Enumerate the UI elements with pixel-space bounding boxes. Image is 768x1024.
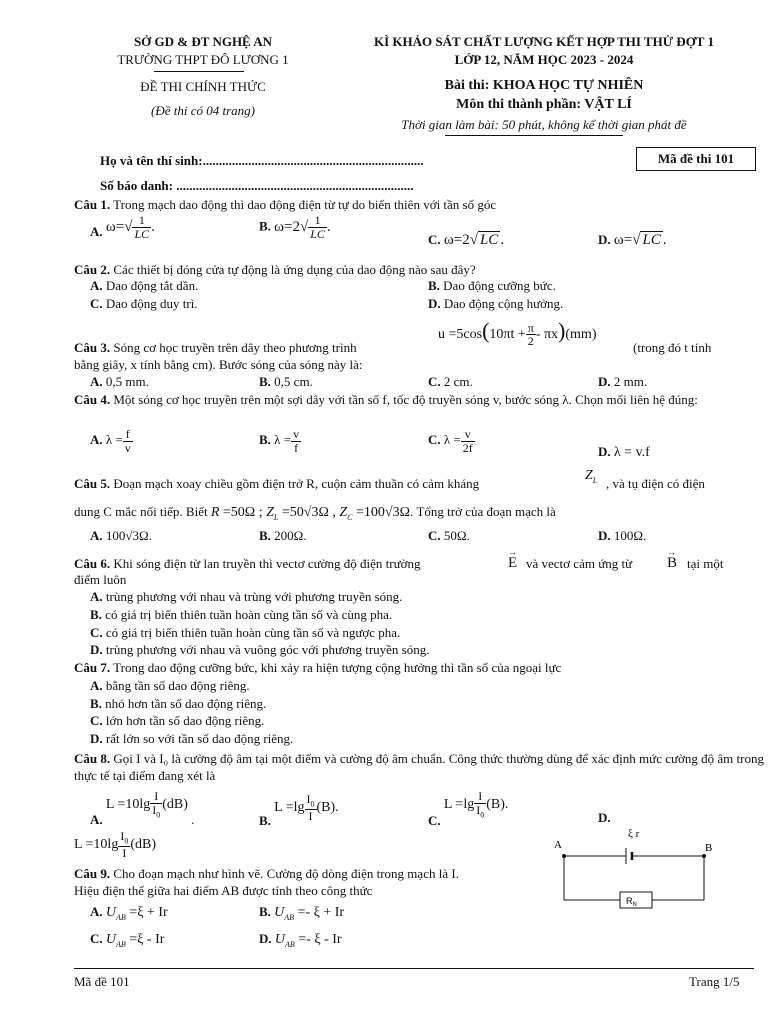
grade-year: LỚP 12, NĂM HỌC 2023 - 2024: [454, 52, 634, 67]
question-6: Câu 6. Khi sóng điện từ lan truyền thì vectơ cường độ điện trường: [74, 556, 421, 571]
q9-option-c: C. $U_{AB} =\xi - Ir$: [90, 931, 165, 949]
question-4: Câu 4. Một sóng cơ học truyền trên một sợi dây với tần số f, tốc độ truyền sóng v, bước sóng λ. Chọn mối liên hệ đúng:: [74, 392, 698, 407]
q5-zl-symbol: $Z_L$: [585, 468, 598, 485]
q1-option-b: B. ω=2√ $\frac{1}{LC}$ .: [259, 213, 331, 241]
question-8: Câu 8. Gọi I và I₀ là cường độ âm tại một điểm và cường độ âm chuẩn. Công thức thường dùng để xác định mức cường độ âm trong thực tế tại điểm đang xét là: [74, 751, 764, 783]
question-9: Câu 9. Cho đoạn mạch như hình vẽ. Cường độ dòng điện trong mạch là I.: [74, 866, 459, 881]
question-1: [74, 196, 764, 213]
q8-option-c: C. L =lg $\frac{I}{I_0}$ (B).: [428, 789, 509, 828]
q9-option-d: D. $U_{AB} =- \xi - Ir$: [259, 931, 342, 949]
school-underline: [154, 71, 244, 72]
exam-title: KÌ KHẢO SÁT CHẤT LƯỢNG KẾT HỢP THI THỬ ĐỢT 1: [373, 34, 714, 49]
q8-option-d: L =10lg $\frac{I_0}{I}$ (dB): [74, 829, 156, 860]
q1-label: Câu 1.: [74, 197, 111, 212]
question-3: Câu 3. Sóng cơ học truyền trên dây theo phương trình: [74, 340, 357, 355]
school-name: TRƯỜNG THPT ĐÔ LƯƠNG 1: [117, 52, 289, 67]
exam-code-box: Mã đề thi 101: [636, 147, 756, 171]
q6-option-a: A. trùng phương với nhau và trùng với phương truyền sóng.: [90, 589, 403, 604]
q1-text: Trong mạch dao động thì dao động điện từ tự do biến thiên với tần số góc: [113, 197, 497, 212]
question-2: Câu 2. Các thiết bị đóng cửa tự động là ứng dụng của dao động nào sau đây?: [74, 262, 476, 277]
q3-text-right: (trong đó t tính: [633, 340, 712, 355]
q2-option-c: C. Dao động duy trì.: [90, 296, 198, 311]
q6-text-mid: và vectơ cảm ứng từ: [526, 556, 633, 571]
question-5: Câu 5. Đoạn mạch xoay chiều gồm điện trở R, cuộn cảm thuần có cảm kháng: [74, 476, 480, 491]
component-label: Môn thi thành phần: VẬT LÍ: [456, 97, 632, 112]
q9-text-cont: Hiệu điện thế giữa hai điểm AB được tính theo công thức: [74, 883, 373, 898]
circuit-diagram: [548, 826, 718, 916]
time-underline: [445, 135, 623, 136]
q9-option-b: B. $U_{AB} =- \xi + Ir$: [259, 904, 345, 922]
q7-option-b: B. nhỏ hơn tần số dao động riêng.: [90, 696, 267, 711]
candidate-id-line: Số báo danh: .........................................................................: [100, 178, 414, 193]
q5-text-cont: dung C mắc nối tiếp. Biết R =50Ω ; $Z_L =50√3\Omega$ , $Z_C =100√3\Omega$. Tổng trở của đoạn mạch là: [74, 504, 556, 522]
dept-name: SỞ GD & ĐT NGHỆ AN: [133, 34, 273, 49]
candidate-name-line: Họ và tên thí sinh:....................................................................: [100, 153, 424, 168]
source-label: ξ r: [628, 828, 640, 840]
q5-text-right: , và tụ điện có điện: [606, 476, 705, 491]
q3-equation: u =5cos(10πt + $\frac{\pi}{2}$ - πx)(mm): [438, 318, 597, 349]
svg-text:RN: $R_N$: [626, 896, 637, 908]
q8-option-d-label: D.: [598, 810, 611, 825]
q4-option-c: C. λ = $\frac{v}{2f}$: [428, 427, 473, 455]
footer-code: Mã đề 101: [74, 974, 130, 989]
q3-option-d: D. 2 mm.: [598, 374, 648, 389]
q2-option-d: D. Dao động cộng hưởng.: [428, 296, 564, 311]
q1-option-c: C. ω=2√ LC .: [428, 232, 505, 248]
q3-option-a: A. 0,5 mm.: [90, 374, 149, 389]
q5-option-b: B. 200Ω.: [259, 528, 307, 543]
q1-option-d: D. ω=√ LC .: [598, 232, 667, 248]
q7-option-a: A. bằng tần số dao động riêng.: [90, 678, 250, 693]
q6-option-b: B. có giá trị biến thiên tuần hoàn cùng tần số và cùng pha.: [90, 607, 393, 622]
q6-option-d: D. trùng phương với nhau và vuông góc với phương truyền sóng.: [90, 642, 430, 657]
q4-option-b: B. λ = $\frac{v}{f}$: [259, 427, 300, 455]
footer-page: Trang 1/5: [689, 974, 740, 989]
vector-b-symbol: → B: [667, 547, 678, 571]
q1-option-a: A. ω=√ $\frac{1}{LC}$ .: [90, 213, 155, 241]
q6-text-right: tại một: [687, 556, 724, 571]
official-label: ĐỀ THI CHÍNH THỨC: [140, 79, 266, 94]
q5-option-d: D. 100Ω.: [598, 528, 647, 543]
footer-rule: [74, 968, 754, 969]
q5-option-a: A. 100√3Ω.: [90, 528, 152, 543]
q6-text-cont: điểm luôn: [74, 572, 127, 587]
q7-option-d: D. rất lớn so với tần số dao động riêng.: [90, 731, 294, 746]
q8-option-b: B. L =lg $\frac{I_0}{I}$ (B).: [259, 792, 339, 828]
time-note: Thời gian làm bài: 50 phút, không kể thời gian phát đề: [401, 117, 687, 132]
q2-option-b: B. Dao động cưỡng bức.: [428, 278, 556, 293]
q5-option-c: C. 50Ω.: [428, 528, 470, 543]
q3-text-cont: bằng giây, x tính bằng cm). Bước sóng của sóng này là:: [74, 357, 363, 372]
subject-label: Bài thi: KHOA HỌC TỰ NHIÊN: [444, 78, 644, 93]
q8-option-a: A. L =10lg $\frac{I}{I_0}$ (dB) .: [90, 789, 195, 827]
point-b-label: B: [705, 842, 713, 854]
q4-option-d: D. λ = v.f: [598, 444, 650, 460]
q4-option-a: A. λ = $\frac{f}{v}$: [90, 427, 131, 455]
vector-e-symbol: → E: [508, 547, 518, 571]
question-7: Câu 7. Trong dao động cưỡng bức, khi xảy ra hiện tượng cộng hưởng thì tần số của ngoại lực: [74, 660, 562, 675]
q6-option-c: C. có giá trị biến thiên tuần hoàn cùng tần số và ngược pha.: [90, 625, 401, 640]
point-a-label: A: [554, 839, 562, 851]
q7-option-c: C. lớn hơn tần số dao động riêng.: [90, 713, 265, 728]
q9-option-a: A. $U_{AB} =\xi + Ir$: [90, 904, 168, 922]
q3-option-c: C. 2 cm.: [428, 374, 473, 389]
pages-note: (Đề thi có 04 trang): [151, 103, 255, 118]
q2-option-a: A. Dao động tắt dần.: [90, 278, 199, 293]
q3-option-b: B. 0,5 cm.: [259, 374, 313, 389]
